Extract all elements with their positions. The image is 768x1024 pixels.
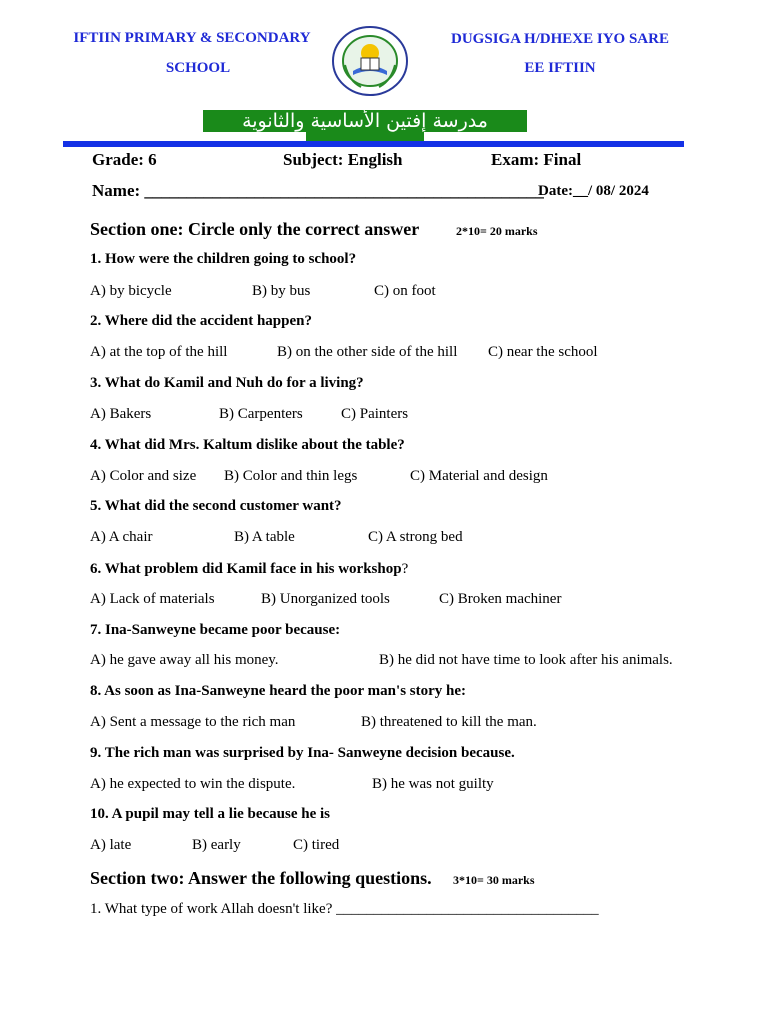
q9-option-a: A) he expected to win the dispute. [90, 776, 296, 792]
section-two-title: Section two: Answer the following questions. [90, 868, 432, 888]
school-logo [331, 25, 409, 97]
question-2: 2. Where did the accident happen? [90, 313, 312, 329]
school-name-somali-line1: DUGSIGA H/DHEXE IYO SARE [451, 31, 669, 47]
exam-label: Exam: Final [491, 150, 582, 169]
q6-option-b: B) Unorganized tools [261, 591, 390, 607]
school-name-english-line2: SCHOOL [165, 60, 231, 76]
q8-option-a: A) Sent a message to the rich man [90, 714, 296, 730]
q4-option-a: A) Color and size [90, 468, 197, 484]
question-7: 7. Ina-Sanweyne became poor because: [90, 622, 341, 638]
q3-option-a: A) Bakers [90, 406, 152, 422]
question-4: 4. What did Mrs. Kaltum dislike about the table? [90, 437, 405, 453]
q2-option-a: A) at the top of the hill [90, 344, 228, 360]
question-6-mark: ? [401, 561, 409, 577]
question-1: 1. How were the children going to school? [90, 251, 357, 267]
header-divider [63, 141, 684, 147]
q8-option-b: B) threatened to kill the man. [361, 714, 537, 730]
q1-option-a: A) by bicycle [90, 283, 172, 299]
q3-option-c: C) Painters [341, 406, 409, 422]
school-name-somali-line2: EE IFTIIN [524, 60, 596, 76]
question-6 [90, 560, 408, 578]
q4-option-c: C) Material and design [410, 468, 548, 484]
question-8: 8. As soon as Ina-Sanweyne heard the poor man's story he: [90, 683, 467, 699]
q4-option-b: B) Color and thin legs [224, 468, 358, 484]
question-10: 10. A pupil may tell a lie because he is [90, 806, 331, 822]
grade-label: Grade: 6 [92, 150, 157, 169]
q5-option-a: A) A chair [90, 529, 153, 545]
q7-option-b: B) he did not have time to look after his animals. [379, 652, 673, 668]
name-field: Name: _______________________________________________ [92, 181, 544, 200]
q1-option-c: C) on foot [374, 283, 436, 299]
q3-option-b: B) Carpenters [219, 406, 303, 422]
section-two-marks: 3*10= 30 marks [453, 873, 535, 887]
q1-option-b: B) by bus [252, 283, 311, 299]
question-6-text: 6. What problem did Kamil face in his workshop [90, 561, 402, 577]
section-two-question-1: 1. What type of work Allah doesn't like? ___________________________________ [90, 901, 599, 917]
q2-option-b: B) on the other side of the hill [277, 344, 458, 360]
question-3: 3. What do Kamil and Nuh do for a living? [90, 375, 364, 391]
q5-option-c: C) A strong bed [368, 529, 463, 545]
question-9: 9. The rich man was surprised by Ina- Sanweyne decision because. [90, 745, 515, 761]
section-one-title: Section one: Circle only the correct answer [90, 219, 420, 239]
school-name-arabic: مدرسة إفتين الأساسية والثانوية [203, 110, 527, 132]
q6-option-a: A) Lack of materials [90, 591, 215, 607]
q7-option-a: A) he gave away all his money. [90, 652, 279, 668]
subject-label: Subject: English [283, 150, 403, 169]
q10-option-a: A) late [90, 837, 132, 853]
section-one-marks: 2*10= 20 marks [456, 224, 538, 238]
q6-option-c: C) Broken machiner [439, 591, 562, 607]
q10-option-b: B) early [192, 837, 241, 853]
school-name-english-line1: IFTIIN PRIMARY & SECONDARY [73, 30, 311, 46]
question-5: 5. What did the second customer want? [90, 498, 342, 514]
date-field: Date:__/ 08/ 2024 [538, 183, 649, 199]
q9-option-b: B) he was not guilty [372, 776, 494, 792]
q10-option-c: C) tired [293, 837, 340, 853]
q2-option-c: C) near the school [488, 344, 598, 360]
q5-option-b: B) A table [234, 529, 295, 545]
